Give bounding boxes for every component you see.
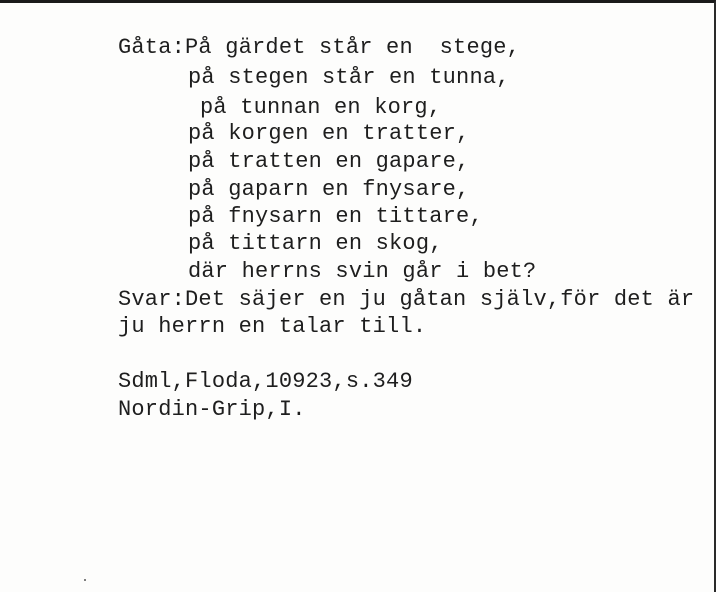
riddle-line-8: på tittarn en skog, bbox=[188, 231, 443, 256]
riddle-line-6: på gaparn en fnysare, bbox=[188, 177, 470, 202]
riddle-line-1: Gåta:På gärdet står en stege, bbox=[118, 35, 521, 60]
source-line-1: Sdml,Floda,10923,s.349 bbox=[118, 369, 413, 394]
riddle-line-9: där herrns svin går i bet? bbox=[188, 259, 537, 284]
paper-speck bbox=[84, 579, 86, 581]
source-line-2: Nordin-Grip,I. bbox=[118, 397, 306, 422]
answer-line-2: ju herrn en talar till. bbox=[118, 314, 427, 339]
riddle-line-7: på fnysarn en tittare, bbox=[188, 204, 483, 229]
riddle-line-4: på korgen en tratter, bbox=[188, 121, 470, 146]
riddle-line-2: på stegen står en tunna, bbox=[188, 65, 510, 90]
answer-line-1: Svar:Det säjer en ju gåtan själv,för det är bbox=[118, 287, 695, 312]
riddle-line-5: på tratten en gapare, bbox=[188, 149, 470, 174]
riddle-line-3: på tunnan en korg, bbox=[200, 95, 442, 120]
